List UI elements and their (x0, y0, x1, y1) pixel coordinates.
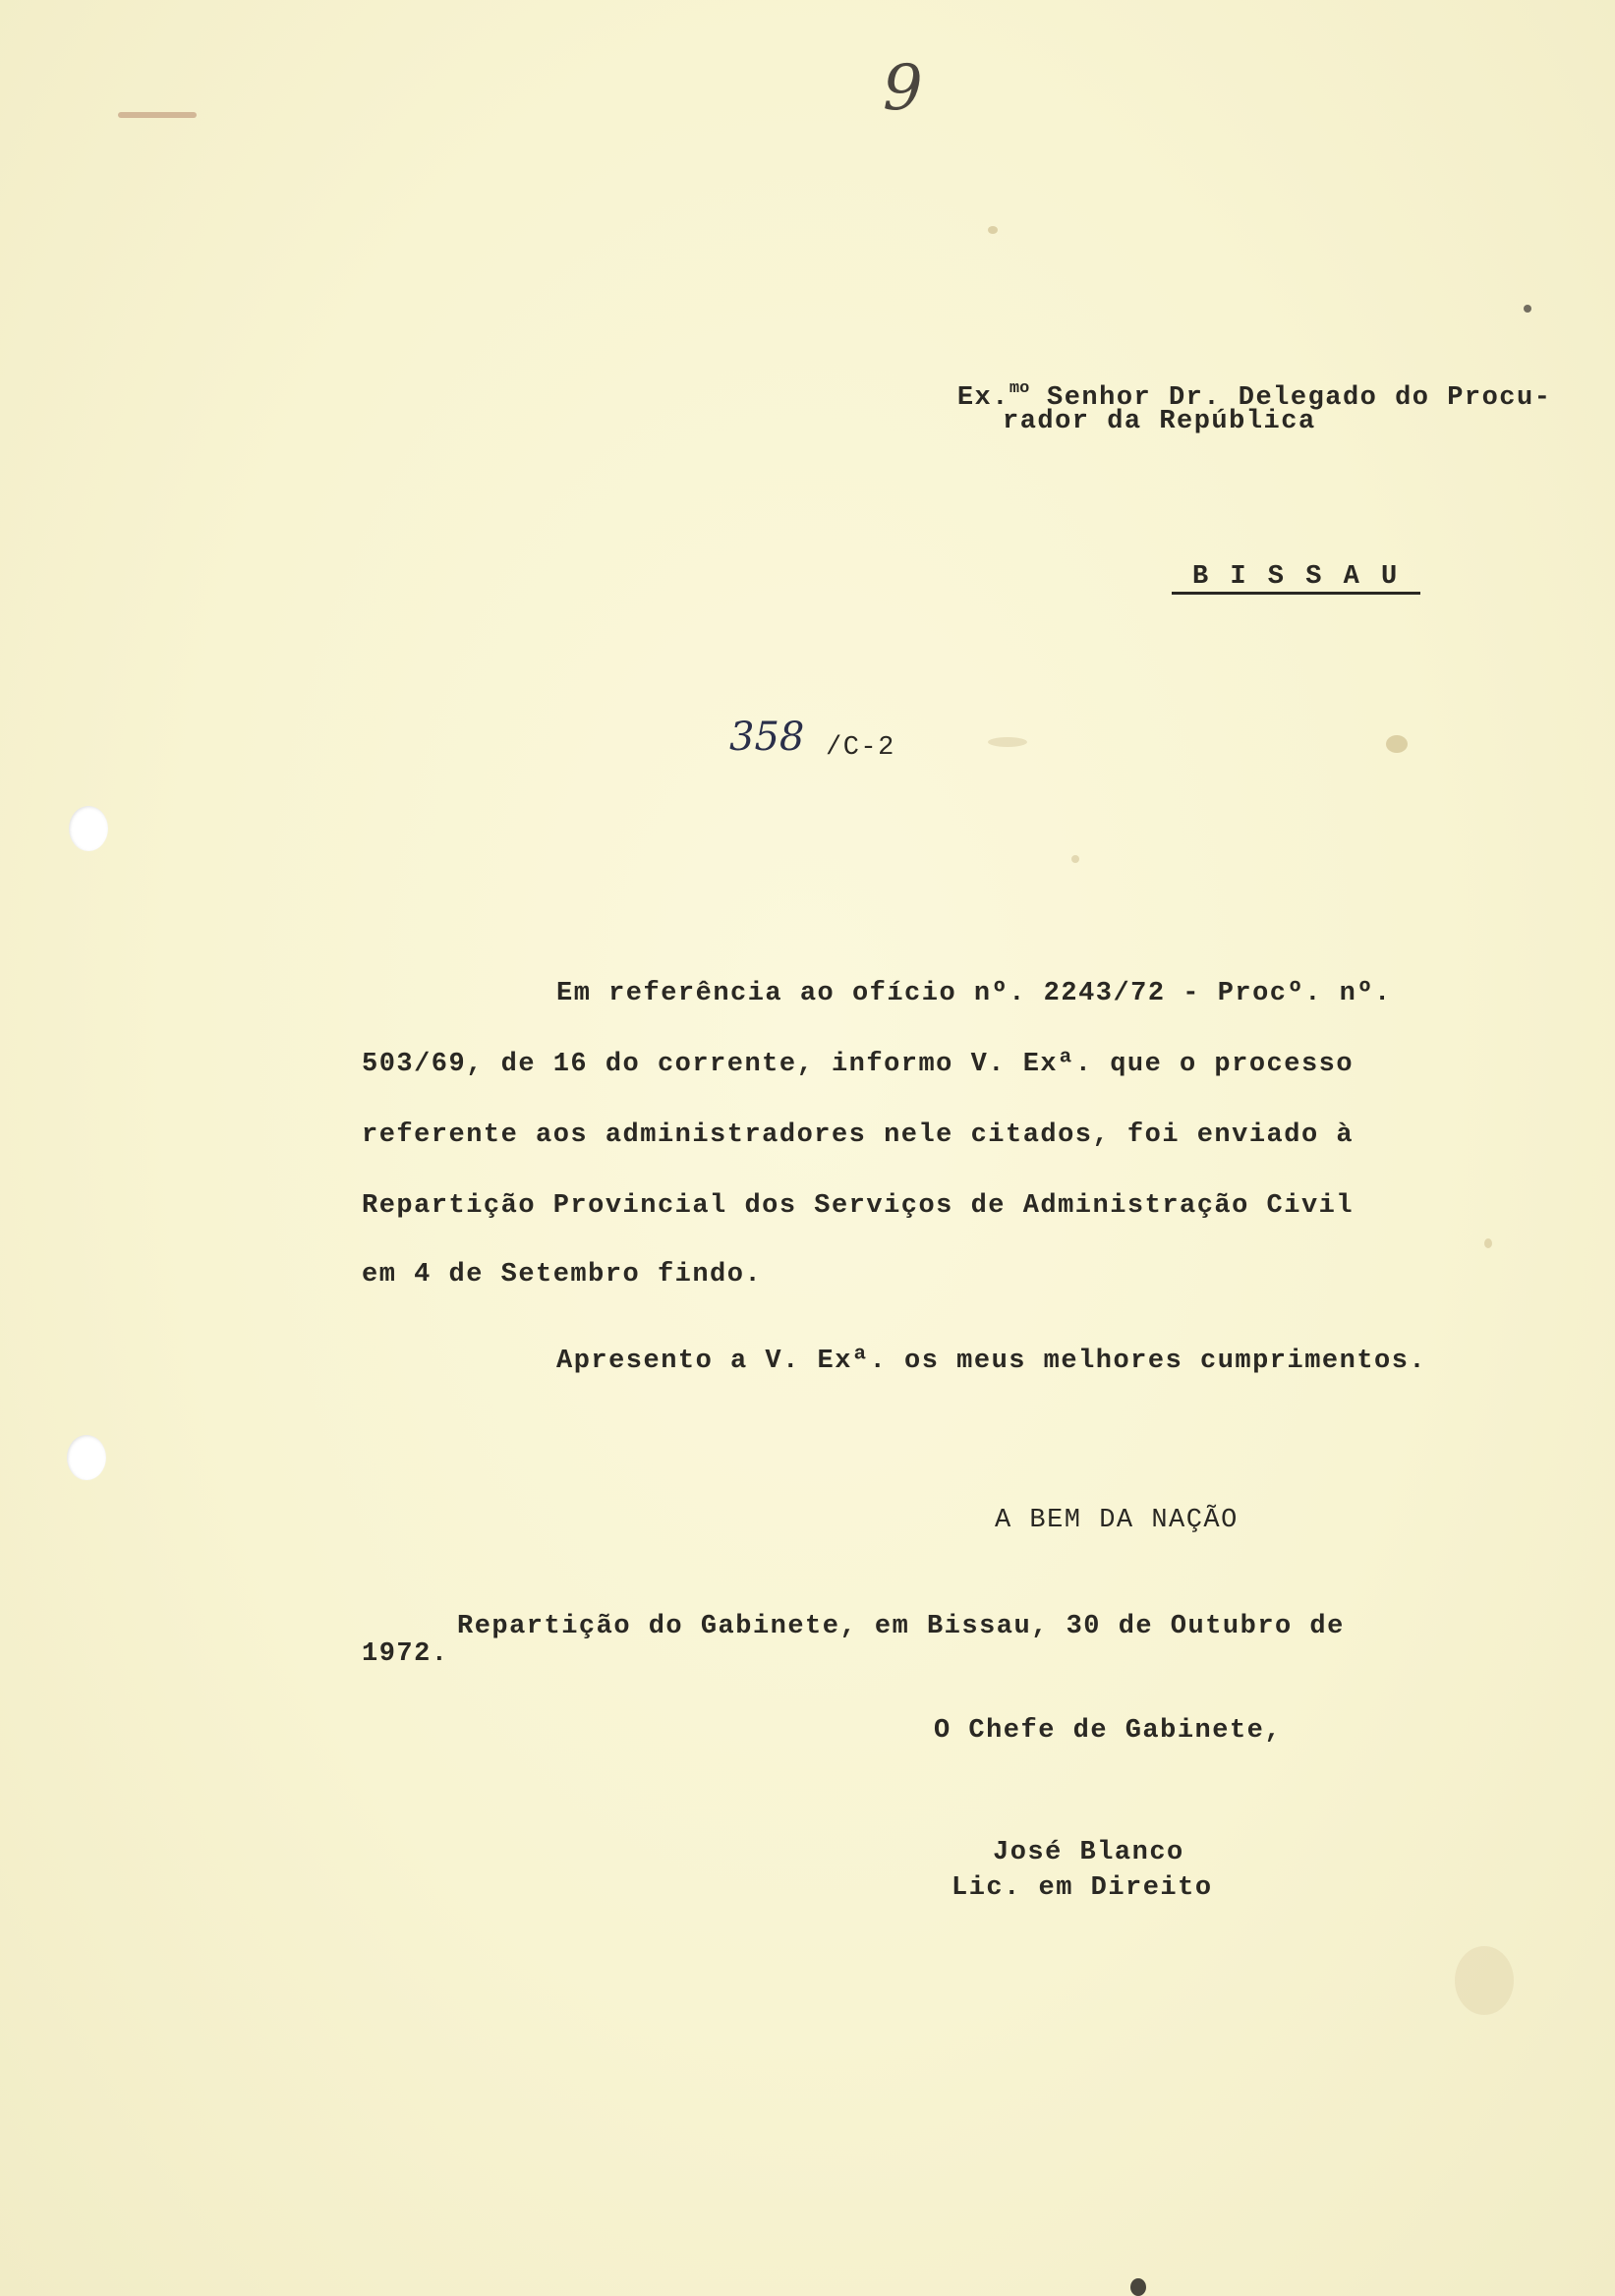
stain-speck (1455, 1946, 1514, 2015)
body-greeting: Apresento a V. Exª. os meus melhores cumprimentos. (556, 1347, 1427, 1376)
stain-speck (1071, 855, 1079, 863)
recipient-city: B I S S A U (1192, 562, 1401, 592)
city-underline (1172, 592, 1420, 595)
recipient-line-2: rador da República (1003, 407, 1316, 436)
closing-motto: A BEM DA NAÇÃO (995, 1506, 1239, 1535)
stain-speck (988, 737, 1027, 747)
stain-speck (1130, 2278, 1146, 2296)
stain-speck (988, 226, 998, 234)
recipient-prefix: Ex. (956, 383, 1009, 413)
body-line: Em referência ao ofício nº. 2243/72 - Procº. nº. (556, 979, 1392, 1008)
body-line: Repartição Provincial dos Serviços de Administração Civil (362, 1191, 1355, 1221)
stain-speck (1386, 735, 1408, 753)
place-date-line-2: 1972. (362, 1639, 449, 1669)
reference-handwritten: 358 (729, 715, 805, 760)
punch-hole-top (69, 806, 108, 851)
body-line: referente aos administradores nele citados, foi enviado à (362, 1120, 1355, 1150)
stain-speck (1484, 1238, 1492, 1248)
signer-title: O Chefe de Gabinete, (934, 1716, 1283, 1746)
place-date-line-1: Repartição do Gabinete, em Bissau, 30 de Outubro de (457, 1612, 1345, 1641)
page-number: 9 (883, 52, 923, 125)
punch-hole-bottom (67, 1435, 106, 1480)
stain-speck (1524, 305, 1531, 313)
stain-speck (118, 112, 197, 118)
reference-typed: /C-2 (826, 733, 895, 763)
signer-name: José Blanco (993, 1838, 1184, 1867)
signer-degree: Lic. em Direito (952, 1873, 1213, 1903)
recipient-rest: Senhor Dr. Delegado do Procu- (1029, 383, 1552, 413)
body-line: 503/69, de 16 do corrente, informo V. Exª. que o processo (362, 1050, 1355, 1079)
recipient-superscript: mo (1009, 379, 1030, 398)
body-line: em 4 de Setembro findo. (362, 1260, 763, 1290)
